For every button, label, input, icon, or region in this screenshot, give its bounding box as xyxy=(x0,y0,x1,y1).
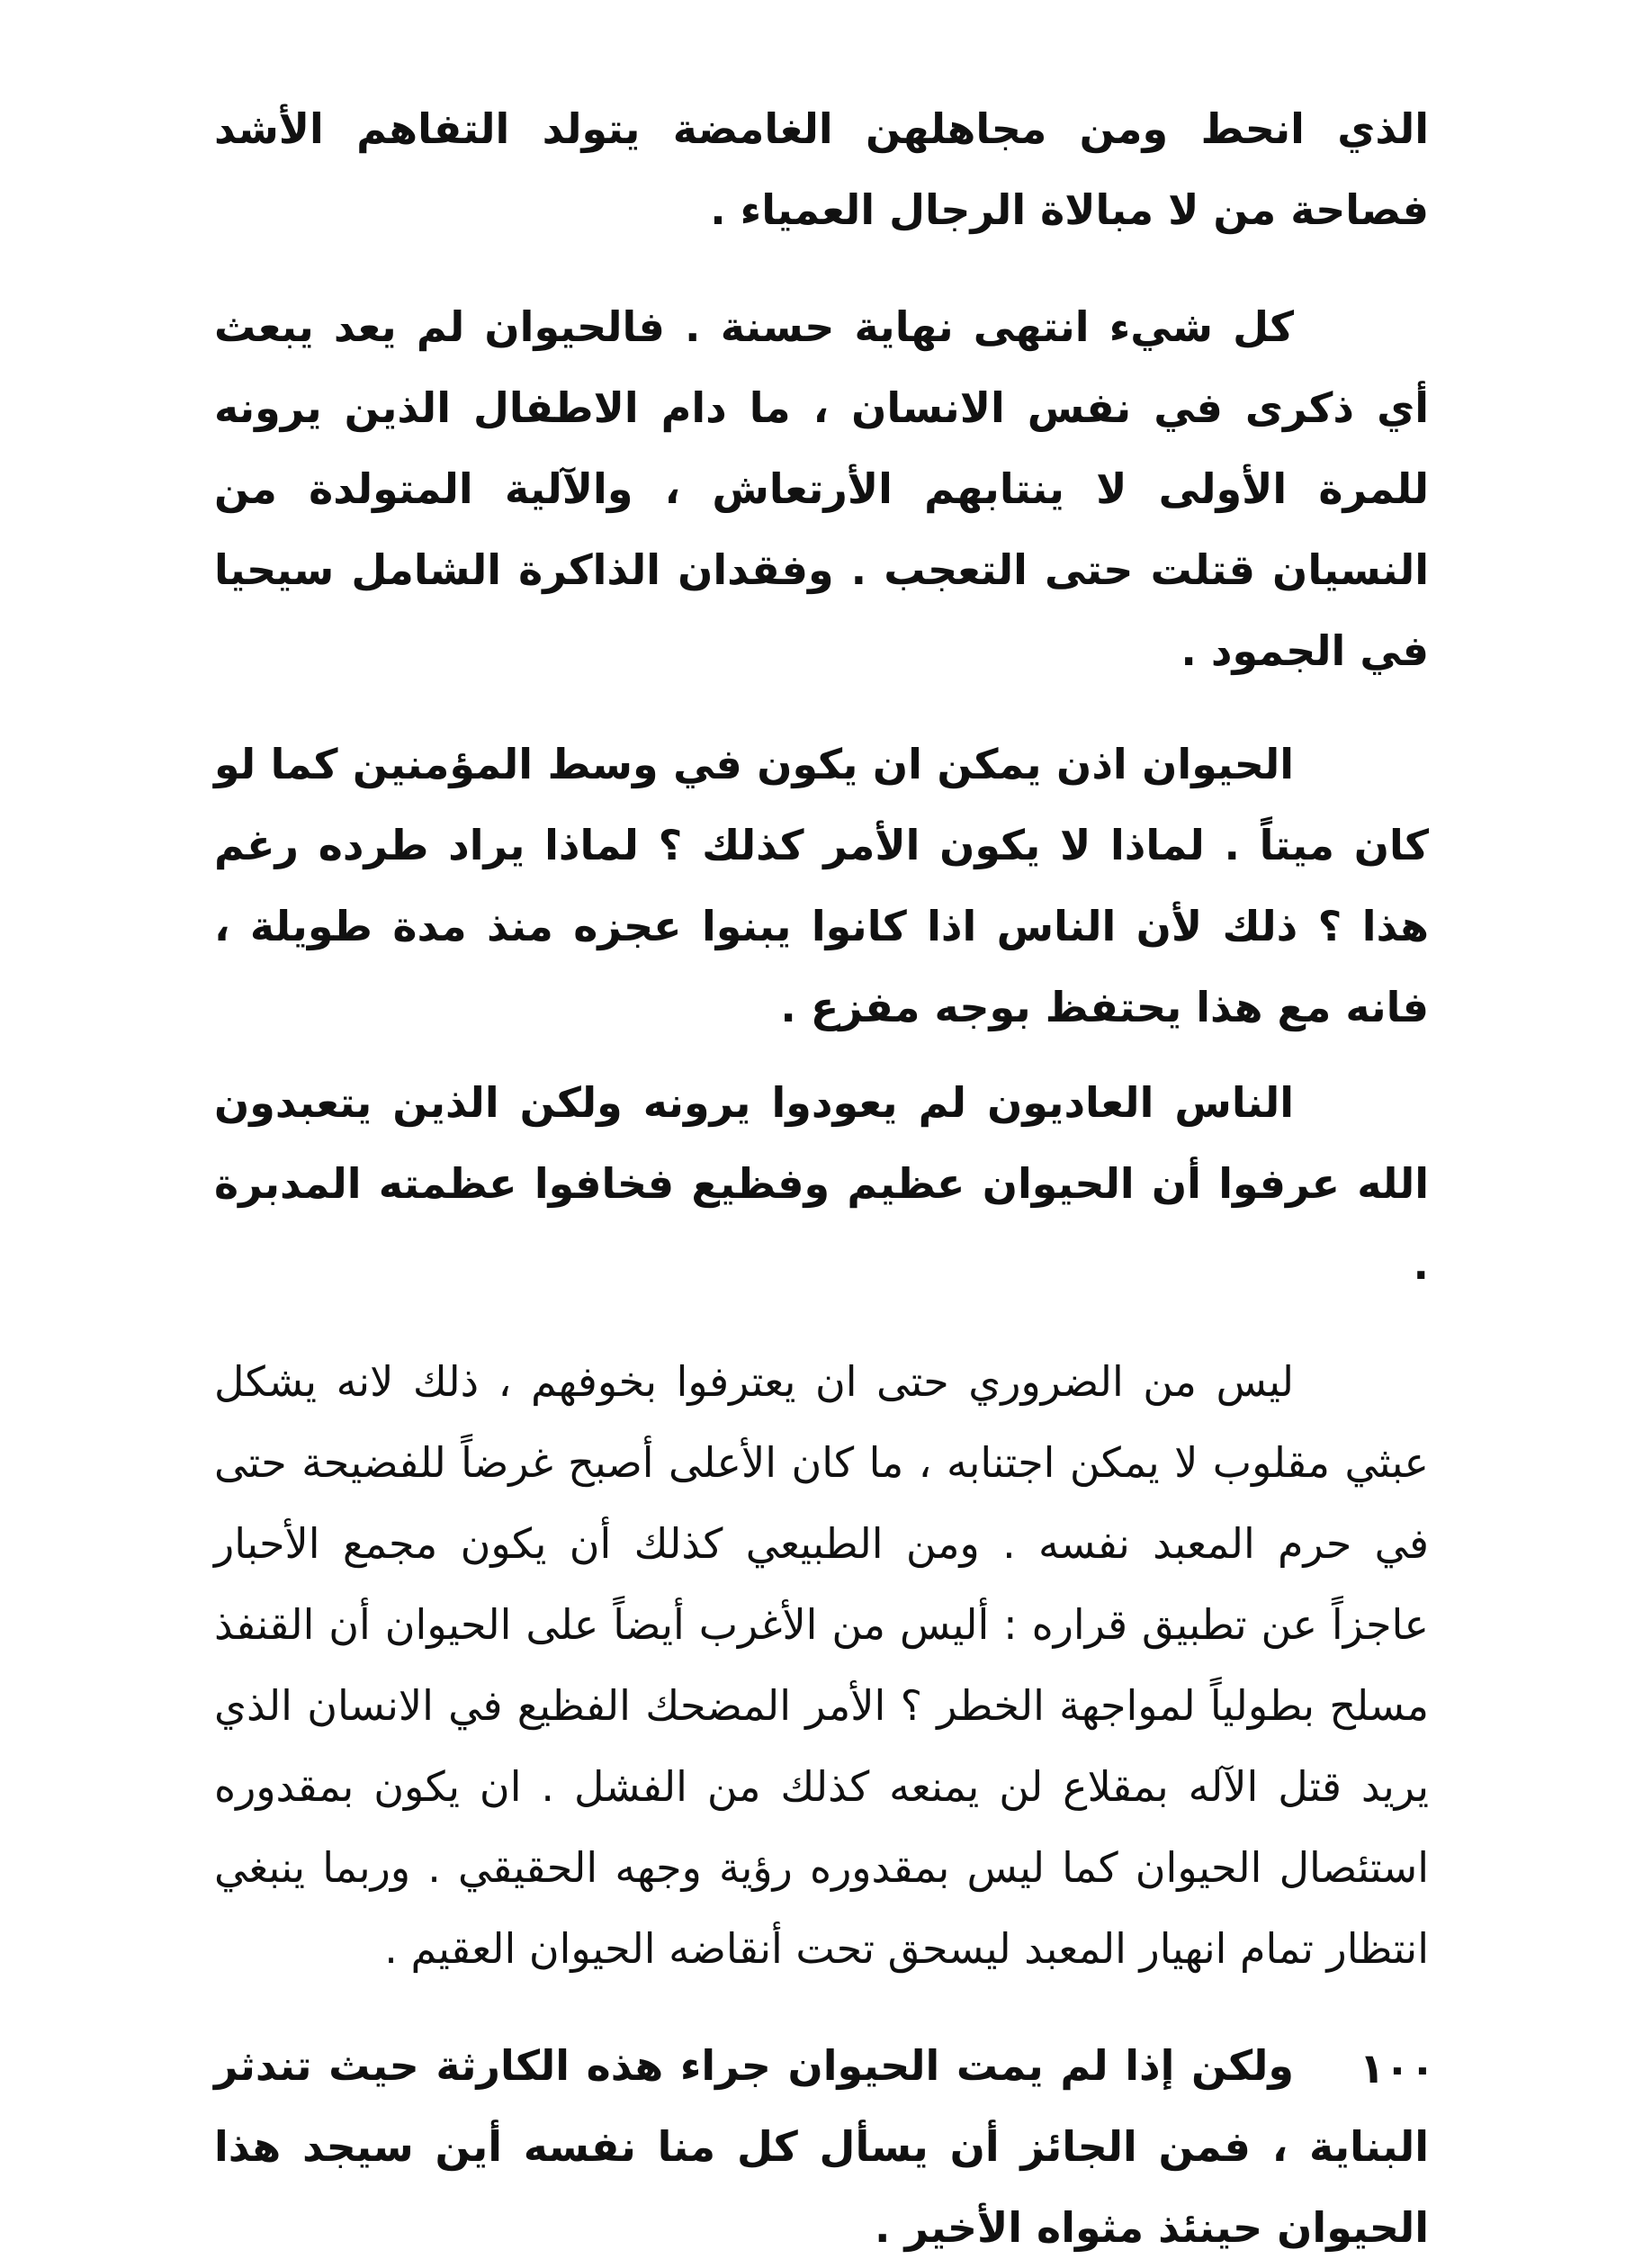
page-number: ١٠٠ xyxy=(1359,2044,1435,2092)
paragraph-1: الذي انحط ومن مجاهلهن الغامضة يتولد التفاهم الأشد فصاحة من لا مبالاة الرجال العمياء . xyxy=(214,104,1429,234)
paragraph-2: كل شيء انتهى نهاية حسنة . فالحيوان لم يعد يبعث أي ذكرى في نفس الانسان ، ما دام الاطفال الذين يرونه للمرة الأولى لا ينتابهم الأرتعاش ، والآلية المتولدة من النسيان قتلت حتى التعجب . وفقدان الذاكرة الشامل سيحيا في الجمود . xyxy=(214,302,1429,675)
body-text xyxy=(214,88,1429,2268)
paragraph-4: الناس العاديون لم يعودوا يرونه ولكن الذين يتعبدون الله عرفوا أن الحيوان عظيم وفظيع فخافوا عظمته المدبرة . xyxy=(214,1078,1429,1289)
paragraph-6: ولكن إذا لم يمت الحيوان جراء هذه الكارثة حيث تندثر البناية ، فمن الجائز أن يسأل كل منا نفسه أين سيجد هذا الحيوان حينئذ مثواه الأخير . xyxy=(214,2041,1429,2252)
paragraph-5: ليس من الضروري حتى ان يعترفوا بخوفهم ، ذلك لانه يشكل عبثي مقلوب لا يمكن اجتنابه ، ما كان الأعلى أصبح غرضاً للفضيحة حتى في حرم المعبد نفسه . ومن الطبيعي كذلك أن يكون مجمع الأحبار عاجزاً عن تطبيق قراره : أليس من الأغرب أيضاً على الحيوان أن القنفذ مسلح بطولياً لمواجهة الخطر ؟ الأمر المضحك الفظيع في الانسان الذي يريد قتل الآله بمقلاع لن يمنعه كذلك من الفشل . ان يكون بمقدوره استئصال الحيوان كما ليس بمقدوره رؤية وجهه الحقيقي . وربما ينبغي انتظار تمام انهيار المعبد ليسحق تحت أنقاضه الحيوان العقيم . xyxy=(214,1357,1429,1973)
paragraph-3: الحيوان اذن يمكن ان يكون في وسط المؤمنين كما لو كان ميتاً . لماذا لا يكون الأمر كذلك ؟ لماذا يراد طرده رغم هذا ؟ ذلك لأن الناس اذا كانوا يبنوا عجزه منذ مدة طويلة ، فانه مع هذا يحتفظ بوجه مفزع . xyxy=(214,740,1429,1031)
